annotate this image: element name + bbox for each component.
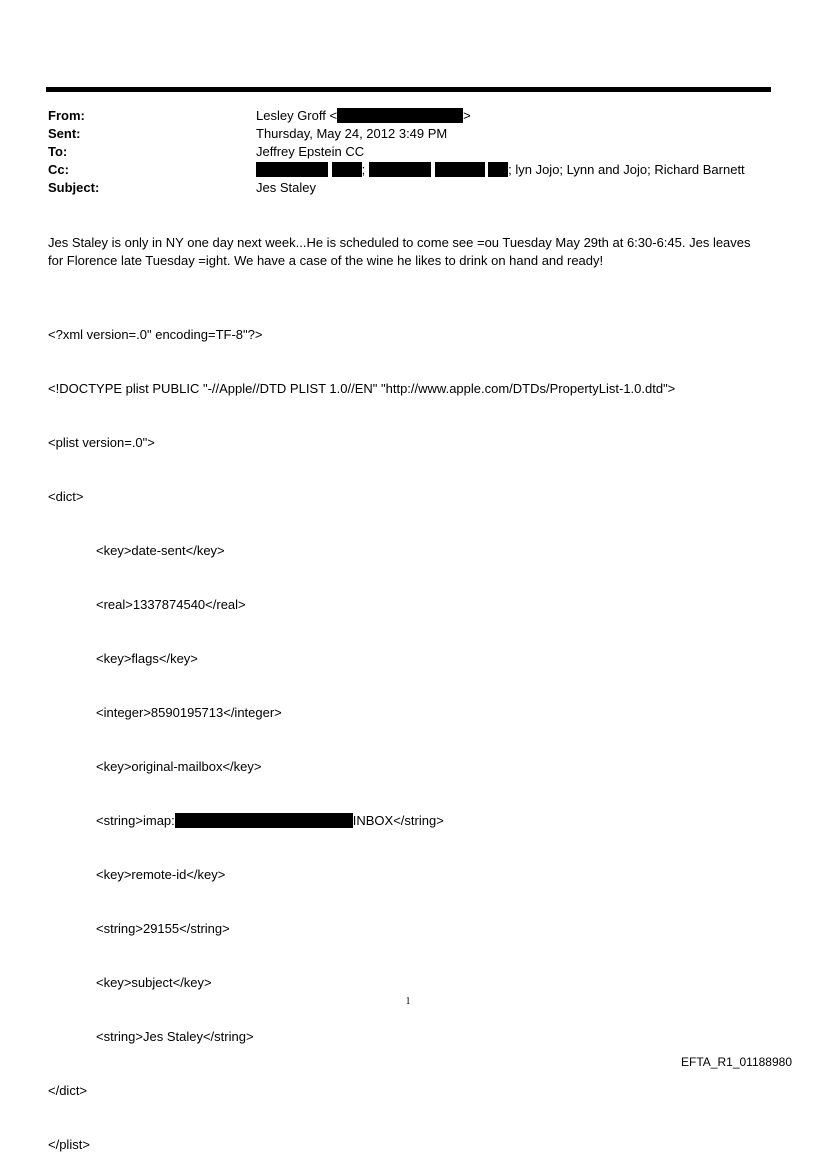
body-line: for Florence late Tuesday =ight. We have a case of the wine he likes to drink on hand and ready! xyxy=(48,253,604,268)
plist-open: <plist version=.0"> xyxy=(48,435,155,450)
to-label: To: xyxy=(48,144,68,159)
redaction-block xyxy=(435,162,485,177)
from-close: > xyxy=(463,108,471,123)
xml-line: <key>original-mailbox</key> xyxy=(96,759,262,774)
body-line: Jes Staley is only in NY one day next week...He is scheduled to come see =ou Tuesday May 29th at 6:30-6:45. Jes leaves xyxy=(48,235,751,250)
xml-line: <key>subject</key> xyxy=(96,975,212,990)
to-value: Jeffrey Epstein CC xyxy=(256,144,365,159)
bates-stamp: EFTA_R1_01188980 xyxy=(681,1055,792,1069)
subject-value: Jes Staley xyxy=(256,180,316,195)
xml-declaration: <?xml version=.0" encoding=TF-8"?> xyxy=(48,327,263,342)
subject-label: Subject: xyxy=(48,180,100,195)
redaction-block xyxy=(369,162,431,177)
xml-line: <string>29155</string> xyxy=(96,921,230,936)
redaction-block xyxy=(332,162,362,177)
page-number: 1 xyxy=(405,996,411,1007)
mailbox-prefix: <string>imap: xyxy=(96,813,175,828)
xml-line: <string>Jes Staley</string> xyxy=(96,1029,254,1044)
cc-recipients: ; lyn Jojo; Lynn and Jojo; Richard Barnett xyxy=(508,162,745,177)
xml-line: <real>1337874540</real> xyxy=(96,597,246,612)
sent-label: Sent: xyxy=(48,126,81,141)
from-label: From: xyxy=(48,108,85,123)
redaction-block xyxy=(256,162,328,177)
cc-value xyxy=(256,161,745,179)
redaction-block xyxy=(337,108,463,123)
plist-close: </plist> xyxy=(48,1137,90,1152)
mailbox-suffix: INBOX</string> xyxy=(352,813,444,828)
xml-line: <key>remote-id</key> xyxy=(96,867,226,882)
xml-line: <integer>8590195713</integer> xyxy=(96,705,282,720)
xml-line-mailbox xyxy=(48,812,675,830)
from-name: Lesley Groff < xyxy=(256,108,338,123)
dict-close: </dict> xyxy=(48,1083,88,1098)
cc-separator: ; xyxy=(361,162,366,177)
xml-line: <key>date-sent</key> xyxy=(96,543,225,558)
from-value xyxy=(256,107,471,125)
header-rule xyxy=(46,87,771,92)
email-body xyxy=(48,234,778,270)
sent-value: Thursday, May 24, 2012 3:49 PM xyxy=(256,126,448,141)
xml-doctype: <!DOCTYPE plist PUBLIC "-//Apple//DTD PLIST 1.0//EN" "http://www.apple.com/DTDs/PropertyList-1.0.dtd"> xyxy=(48,381,676,396)
redaction-block xyxy=(175,813,353,828)
cc-label: Cc: xyxy=(48,162,69,177)
plist-block xyxy=(48,290,675,1172)
xml-line: <key>flags</key> xyxy=(96,651,198,666)
dict-open: <dict> xyxy=(48,489,84,504)
redaction-block xyxy=(488,162,508,177)
